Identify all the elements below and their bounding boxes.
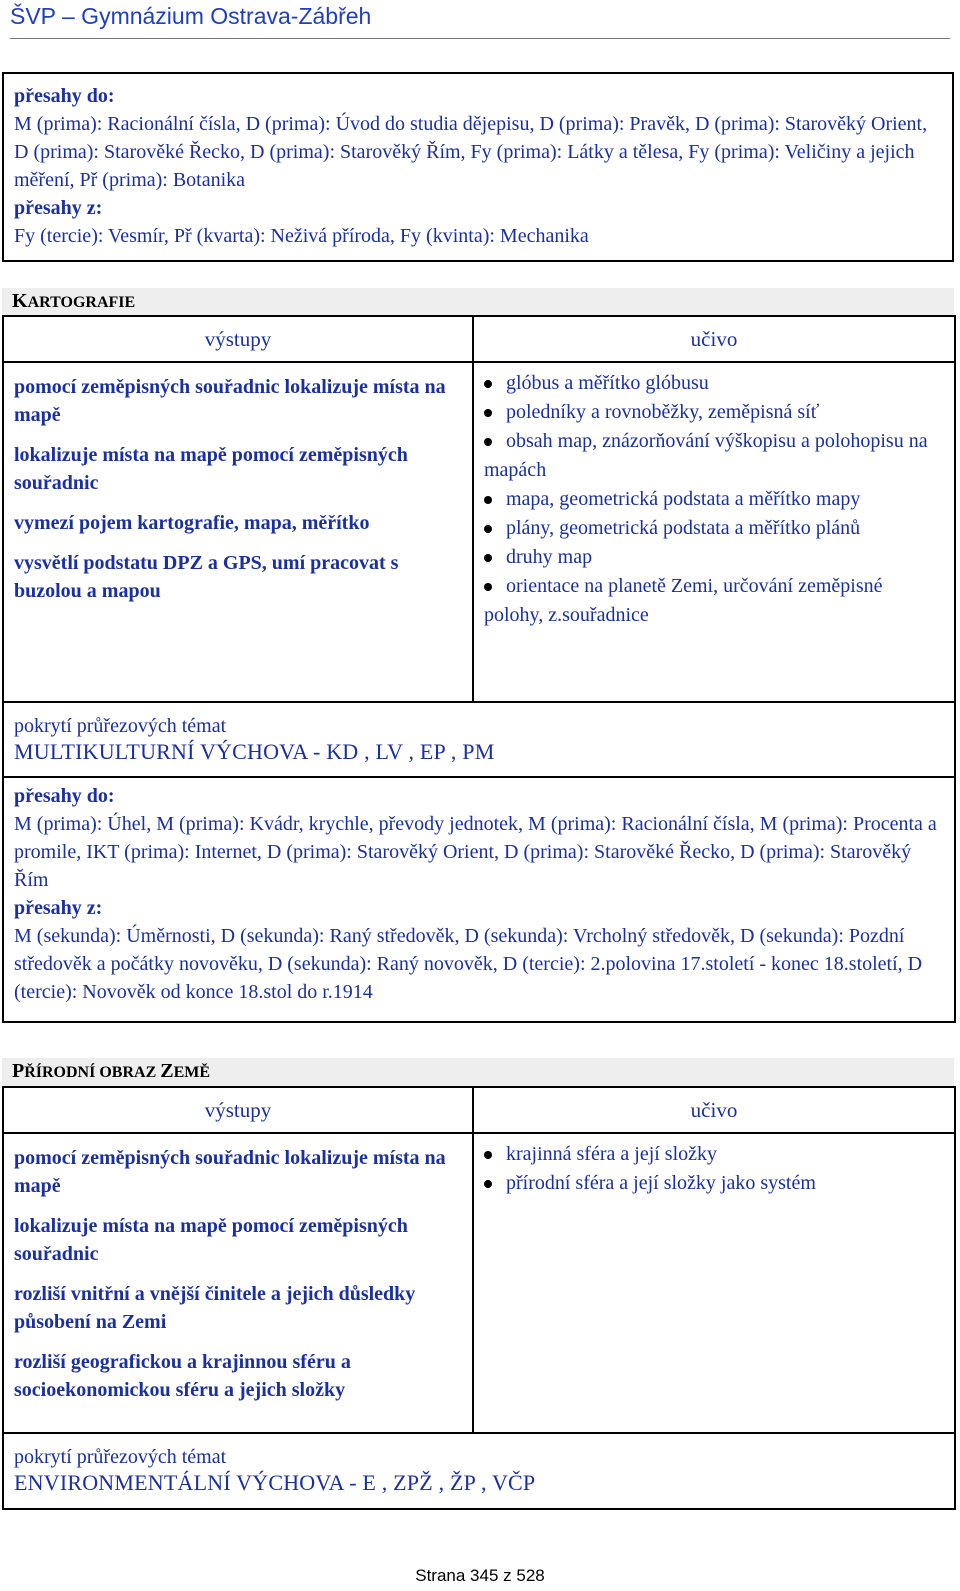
from-text: Fy (tercie): Vesmír, Př (kvarta): Neživá příroda, Fy (kvinta): Mechanika [14,225,589,247]
prereq-text: M (prima): Úhel, M (prima): Kvádr, krychle, převody jednotek, M (prima): Racionální čísla, M (prima): Procenta a promile, IKT (prima): Internet, D (prima): Starověký Orient, D (prima): Starověké Řecko, D (prima): Starověký Řím [14,813,937,891]
outcome-item: rozliší vnitřní a vnější činitele a jejich důsledky působení na Zemi [14,1283,416,1333]
bullet-icon [484,380,492,388]
curriculum-text: poledníky a rovnoběžky, zeměpisná síť [506,401,820,423]
crossref-cell [3,777,955,1022]
bullet-icon [484,438,492,446]
prereq-text: M (prima): Racionální čísla, D (prima): Úvod do studia dějepisu, D (prima): Pravěk, D (prima): Starověký Orient, D (prima): Starověké Řecko, D (prima): Starověký Řím, Fy (prima): Látky a tělesa, Fy (prima): Veličiny a jejich měření, Př (prima): Botanika [14,113,928,191]
curriculum-item [484,369,944,398]
section-title-rest: EMĚ [173,1064,211,1081]
curriculum-item [484,485,944,514]
section-title-prirodni-obraz-zeme [2,1058,954,1086]
outcome-item: vymezí pojem kartografie, mapa, měřítko [14,512,370,534]
outcomes-cell [3,1133,473,1433]
from-label: přesahy z: [14,897,103,919]
outcome-item: pomocí zeměpisných souřadnic lokalizuje místa na mapě [14,1147,446,1197]
curriculum-text: mapa, geometrická podstata a měřítko mapy [506,488,861,510]
curriculum-cell [473,1133,955,1433]
page-number: Strana 345 z 528 [415,1566,545,1585]
outcome-item: lokalizuje místa na mapě pomocí zeměpisných souřadnic [14,1215,408,1265]
prirodni-obraz-table [2,1086,956,1510]
bullet-icon [484,496,492,504]
curriculum-item [484,398,944,427]
col-header-outcomes: výstupy [3,316,473,362]
outcome-item: vysvětlí podstatu DPZ a GPS, umí pracovat s buzolou a mapou [14,552,399,602]
prereq-label: přesahy do: [14,785,115,807]
top-crossref-box [2,72,954,262]
curriculum-item [484,1169,944,1198]
outcome-item: pomocí zeměpisných souřadnic lokalizuje místa na mapě [14,376,446,426]
curriculum-list [484,369,944,630]
document-header-title: ŠVP – Gymnázium Ostrava-Zábřeh [10,3,372,29]
coverage-value: MULTIKULTURNÍ VÝCHOVA - KD , LV , EP , PM [14,739,495,764]
coverage-cell [3,702,955,777]
section-title-cap: Z [160,1060,174,1082]
from-label: přesahy z: [14,197,103,219]
curriculum-text: přírodní sféra a její složky jako systém [506,1172,816,1194]
curriculum-text: plány, geometrická podstata a měřítko plánů [506,517,861,539]
section-title-cap: K [12,290,28,312]
coverage-label: pokrytí průřezových témat [14,715,227,737]
header-rule [10,38,950,39]
coverage-cell [3,1433,955,1509]
coverage-label: pokrytí průřezových témat [14,1446,227,1468]
section-title-cap: P [12,1060,25,1082]
col-header-curriculum: učivo [473,316,955,362]
bullet-icon [484,1151,492,1159]
bullet-icon [484,554,492,562]
col-header-curriculum: učivo [473,1087,955,1133]
bullet-icon [484,409,492,417]
curriculum-cell [473,362,955,702]
bullet-icon [484,583,492,591]
section-title-rest: ŘÍRODNÍ OBRAZ [24,1064,161,1081]
outcome-item: rozliší geografickou a krajinnou sféru a socioekonomickou sféru a jejich složky [14,1351,351,1401]
curriculum-list [484,1140,944,1198]
outcome-item: lokalizuje místa na mapě pomocí zeměpisných souřadnic [14,444,408,494]
col-header-outcomes: výstupy [3,1087,473,1133]
from-text: M (sekunda): Úměrnosti, D (sekunda): Raný středověk, D (sekunda): Vrcholný středověk, D (sekunda): Pozdní středověk a počátky novověku, D (sekunda): Raný novověk, D (tercie): 2.polovina 17.století - konec 18.století, D (tercie): Novověk od konce 18.stol do r.1914 [14,925,923,1003]
bullet-icon [484,525,492,533]
bullet-icon [484,1180,492,1188]
curriculum-text: obsah map, znázorňování výškopisu a polohopisu na mapách [484,430,928,481]
curriculum-item [484,543,944,572]
curriculum-item [484,572,944,630]
curriculum-item [484,427,944,485]
section-title-rest: ARTOGRAFIE [27,294,136,311]
coverage-value: ENVIRONMENTÁLNÍ VÝCHOVA - E , ZPŽ , ŽP , VČP [14,1470,536,1495]
kartografie-table [2,315,956,1023]
curriculum-text: krajinná sféra a její složky [506,1143,718,1165]
curriculum-text: glóbus a měřítko glóbusu [506,372,709,394]
section-title-kartografie [2,288,954,316]
curriculum-item [484,514,944,543]
outcomes-cell [3,362,473,702]
curriculum-text: druhy map [506,546,593,568]
curriculum-item [484,1140,944,1169]
prereq-label: přesahy do: [14,85,115,107]
curriculum-text: orientace na planetě Zemi, určování zeměpisné polohy, z.souřadnice [484,575,883,626]
